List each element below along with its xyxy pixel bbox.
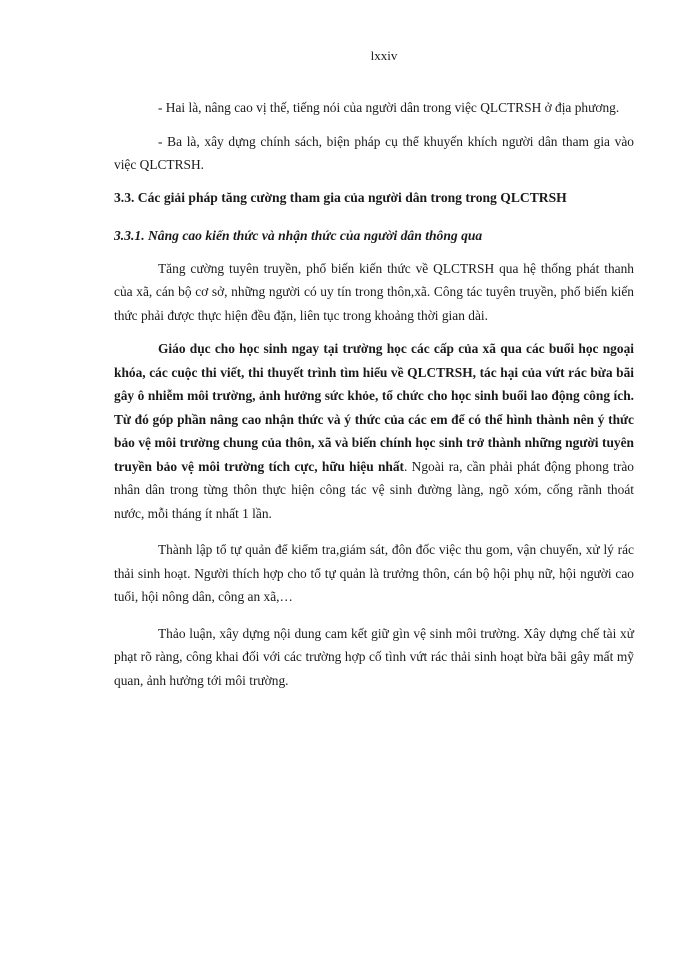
paragraph-self-management: Thành lập tổ tự quản để kiểm tra,giám sát, đôn đốc việc thu gom, vận chuyển, xử lý rác thải sinh hoạt. Người thích hợp cho tổ tự quản là trưởng thôn, cán bộ hội phụ nữ, hội người cao tuổi, hội nông dân, công an xã,… [114, 542, 634, 604]
paragraph-education [114, 337, 634, 525]
document-page [114, 48, 634, 692]
section-heading: 3.3. Các giải pháp tăng cường tham gia của người dân trong trong QLCTRSH [114, 189, 567, 205]
paragraph-propaganda: Tăng cường tuyên truyền, phổ biến kiến thức về QLCTRSH qua hệ thống phát thanh của xã, cán bộ cơ sở, những người có uy tín trong thôn,xã. Công tác tuyên truyền, phổ biến kiến thức phải được thực hiện đều đặn, liên tục trong khoảng thời gian dài. [114, 260, 634, 323]
paragraph-point-three: - Ba là, xây dựng chính sách, biện pháp cụ thể khuyến khích người dân tham gia vào việc QLCTRSH. [114, 133, 634, 172]
paragraph-commitment: Thảo luận, xây dựng nội dung cam kết giữ gìn vệ sinh môi trường. Xây dựng chế tài xử phạt rõ ràng, công khai đối với các trường hợp cố tình vứt rác thải sinh hoạt bừa bãi gây mất mỹ quan, ảnh hưởng tới môi trường. [114, 625, 634, 688]
page-number: lxxiv [370, 48, 398, 63]
subsection-heading: 3.3.1. Nâng cao kiến thức và nhận thức của người dân thông qua [114, 227, 483, 243]
education-rest-text: . Ngoài ra, cần phải phát động phong trào nhân dân trong từng thôn thực hiện công tác vệ sinh đường làng, ngõ xóm, cống rãnh thoát nước, mỗi tháng ít nhất 1 lần. [114, 458, 634, 521]
paragraph-point-two: - Hai là, nâng cao vị thế, tiếng nói của người dân trong việc QLCTRSH ở địa phương. [158, 100, 620, 115]
education-bold-text: Giáo dục cho học sinh ngay tại trường học các cấp của xã qua các buổi học ngoại khóa, các cuộc thi viết, thi thuyết trình tìm hiểu về QLCTRSH, tác hại của vứt rác bừa bãi gây ô nhiễm môi trường, ảnh hưởng sức khỏe, tổ chức cho học sinh buổi lao động công ích. Từ đó góp phần nâng cao nhận thức và ý thức của các em để có thể hình thành nên ý thức bảo vệ môi trường chung của thôn, xã và biến chính học sinh trở thành những người tuyên truyền bảo vệ môi trường tích cực, hữu hiệu nhất [114, 341, 634, 474]
